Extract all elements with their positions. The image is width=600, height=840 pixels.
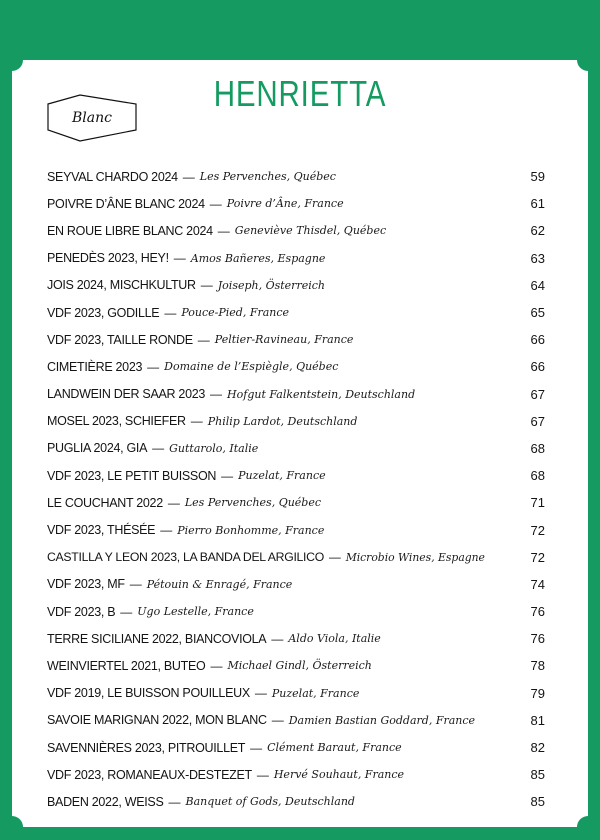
- producer-name: Aldo Viola, Italie: [288, 632, 381, 646]
- wine-list-item: [47, 245, 545, 272]
- separator-dash: —: [209, 196, 222, 211]
- producer-name: Damien Bastian Goddard, France: [288, 713, 476, 727]
- wine-list-item: [47, 788, 545, 815]
- wine-name: MOSEL 2023, SCHIEFER: [47, 414, 186, 429]
- separator-dash: —: [271, 713, 284, 728]
- wine-list-item: [47, 761, 545, 788]
- wine-list-item: [47, 489, 545, 516]
- wine-price: 63: [530, 250, 545, 266]
- wine-name: BADEN 2022, WEISS: [47, 794, 164, 809]
- separator-dash: —: [271, 631, 284, 646]
- wine-price: 62: [530, 223, 545, 239]
- wine-price: 67: [530, 413, 545, 429]
- wine-price: 78: [530, 658, 545, 674]
- wine-list-item: [47, 544, 545, 571]
- separator-dash: —: [210, 658, 223, 673]
- separator-dash: —: [254, 686, 267, 701]
- separator-dash: —: [152, 441, 165, 456]
- wine-list-item: [47, 680, 545, 707]
- wine-price: 85: [530, 794, 545, 810]
- wine-price: 72: [530, 522, 545, 538]
- separator-dash: —: [221, 468, 234, 483]
- corner-scallop-bottom-left: [1, 816, 23, 838]
- wine-price: 67: [530, 386, 545, 402]
- wine-list-item: [47, 435, 545, 462]
- wine-list-item: [47, 353, 545, 380]
- separator-dash: —: [190, 414, 203, 429]
- wine-price: 71: [530, 495, 545, 511]
- wine-name: POIVRE D’ÂNE BLANC 2024: [47, 196, 205, 211]
- page-title: HENRIETTA: [213, 73, 387, 114]
- producer-name: Domaine de l’Espiègle, Québec: [164, 360, 339, 374]
- wine-name: VDF 2023, MF: [47, 577, 125, 592]
- corner-scallop-bottom-right: [577, 816, 599, 838]
- wine-list-item: [47, 190, 545, 217]
- wine-list-item: [47, 272, 545, 299]
- separator-dash: —: [197, 332, 210, 347]
- wine-price: 79: [530, 685, 545, 701]
- producer-name: Puzelat, France: [238, 469, 326, 483]
- producer-name: Pouce-Pied, France: [181, 306, 290, 320]
- separator-dash: —: [147, 359, 160, 374]
- wine-price: 85: [530, 767, 545, 783]
- corner-scallop-top-right: [577, 49, 599, 71]
- separator-dash: —: [129, 577, 142, 592]
- wine-name: CIMETIÈRE 2023: [47, 359, 143, 374]
- wine-price: 68: [530, 468, 545, 484]
- wine-list-item: [47, 516, 545, 543]
- producer-name: Guttarolo, Italie: [169, 441, 259, 455]
- wine-list-item: [47, 652, 545, 679]
- producer-name: Amos Bañeres, Espagne: [190, 251, 326, 265]
- wine-name: PUGLIA 2024, GIA: [47, 441, 148, 456]
- separator-dash: —: [250, 740, 263, 755]
- wine-name: JOIS 2024, MISCHKULTUR: [47, 278, 196, 293]
- wine-list-item: [47, 571, 545, 598]
- separator-dash: —: [256, 767, 269, 782]
- wine-price: 64: [530, 277, 545, 293]
- producer-name: Hofgut Falkentstein, Deutschland: [227, 387, 416, 401]
- wine-name: SEYVAL CHARDO 2024: [47, 169, 178, 184]
- producer-name: Les Pervenches, Québec: [184, 496, 322, 510]
- producer-name: Geneviève Thisdel, Québec: [234, 224, 387, 238]
- producer-name: Microbio Wines, Espagne: [345, 550, 485, 564]
- wine-list-item: [47, 163, 545, 190]
- wine-price: 59: [530, 169, 545, 185]
- wine-name: WEINVIERTEL 2021, BUTEO: [47, 658, 206, 673]
- wine-name: VDF 2023, GODILLE: [47, 305, 160, 320]
- wine-list-item: [47, 707, 545, 734]
- wine-list-item: [47, 625, 545, 652]
- producer-name: Poivre d’Âne, France: [226, 197, 344, 211]
- wine-name: PENEDÈS 2023, HEY!: [47, 251, 169, 266]
- wine-price: 68: [530, 440, 545, 456]
- producer-name: Joiseph, Österreich: [217, 278, 325, 292]
- wine-price: 65: [530, 305, 545, 321]
- wine-name: VDF 2019, LE BUISSON POUILLEUX: [47, 686, 250, 701]
- wine-name: VDF 2023, LE PETIT BUISSON: [47, 468, 217, 483]
- wine-name: EN ROUE LIBRE BLANC 2024: [47, 223, 213, 238]
- wine-name: VDF 2023, ROMANEAUX-DESTEZET: [47, 767, 252, 782]
- separator-dash: —: [173, 251, 186, 266]
- separator-dash: —: [120, 604, 133, 619]
- producer-name: Michael Gindl, Österreich: [227, 659, 372, 673]
- producer-name: Hervé Souhaut, France: [273, 768, 405, 782]
- producer-name: Clément Baraut, France: [267, 741, 402, 755]
- wine-price: 82: [530, 740, 545, 756]
- wine-price: 66: [530, 359, 545, 375]
- producer-name: Puzelat, France: [271, 686, 360, 700]
- producer-name: Ugo Lestelle, France: [137, 605, 254, 619]
- wine-list-item: [47, 734, 545, 761]
- producer-name: Philip Lardot, Deutschland: [207, 414, 358, 428]
- wine-price: 81: [530, 712, 545, 728]
- separator-dash: —: [182, 169, 195, 184]
- wine-price: 74: [530, 576, 545, 592]
- wine-list: [47, 163, 545, 816]
- wine-price: 61: [530, 196, 545, 212]
- separator-dash: —: [200, 278, 213, 293]
- wine-list-item: [47, 408, 545, 435]
- wine-price: 72: [530, 549, 545, 565]
- producer-name: Les Pervenches, Québec: [199, 170, 336, 184]
- separator-dash: —: [167, 495, 180, 510]
- section-badge: [47, 94, 137, 142]
- wine-name: VDF 2023, TAILLE RONDE: [47, 332, 193, 347]
- wine-list-item: [47, 217, 545, 244]
- corner-scallop-top-left: [1, 49, 23, 71]
- wine-name: LE COUCHANT 2022: [47, 495, 163, 510]
- wine-name: CASTILLA Y LEON 2023, LA BANDA DEL ARGILICO: [47, 550, 324, 565]
- wine-name: SAVENNIÈRES 2023, PITROUILLET: [47, 740, 246, 755]
- wine-name: LANDWEIN DER SAAR 2023: [47, 387, 206, 402]
- separator-dash: —: [164, 305, 177, 320]
- producer-name: Banquet of Gods, Deutschland: [185, 795, 355, 809]
- wine-price: 76: [530, 604, 545, 620]
- producer-name: Pétouin & Enragé, France: [146, 577, 293, 591]
- wine-name: VDF 2023, THÉSÉE: [47, 523, 156, 538]
- producer-name: Peltier-Ravineau, France: [214, 333, 354, 347]
- wine-name: TERRE SICILIANE 2022, BIANCOVIOLA: [47, 631, 267, 646]
- separator-dash: —: [168, 794, 181, 809]
- wine-list-item: [47, 462, 545, 489]
- separator-dash: —: [210, 387, 223, 402]
- wine-name: VDF 2023, B: [47, 604, 116, 619]
- separator-dash: —: [160, 523, 173, 538]
- wine-list-item: [47, 326, 545, 353]
- section-label: Blanc: [72, 110, 112, 126]
- wine-name: SAVOIE MARIGNAN 2022, MON BLANC: [47, 713, 267, 728]
- producer-name: Pierro Bonhomme, France: [177, 523, 325, 537]
- wine-list-item: [47, 598, 545, 625]
- wine-price: 66: [530, 332, 545, 348]
- separator-dash: —: [217, 223, 230, 238]
- wine-list-item: [47, 299, 545, 326]
- wine-list-item: [47, 381, 545, 408]
- wine-price: 76: [530, 631, 545, 647]
- separator-dash: —: [328, 550, 341, 564]
